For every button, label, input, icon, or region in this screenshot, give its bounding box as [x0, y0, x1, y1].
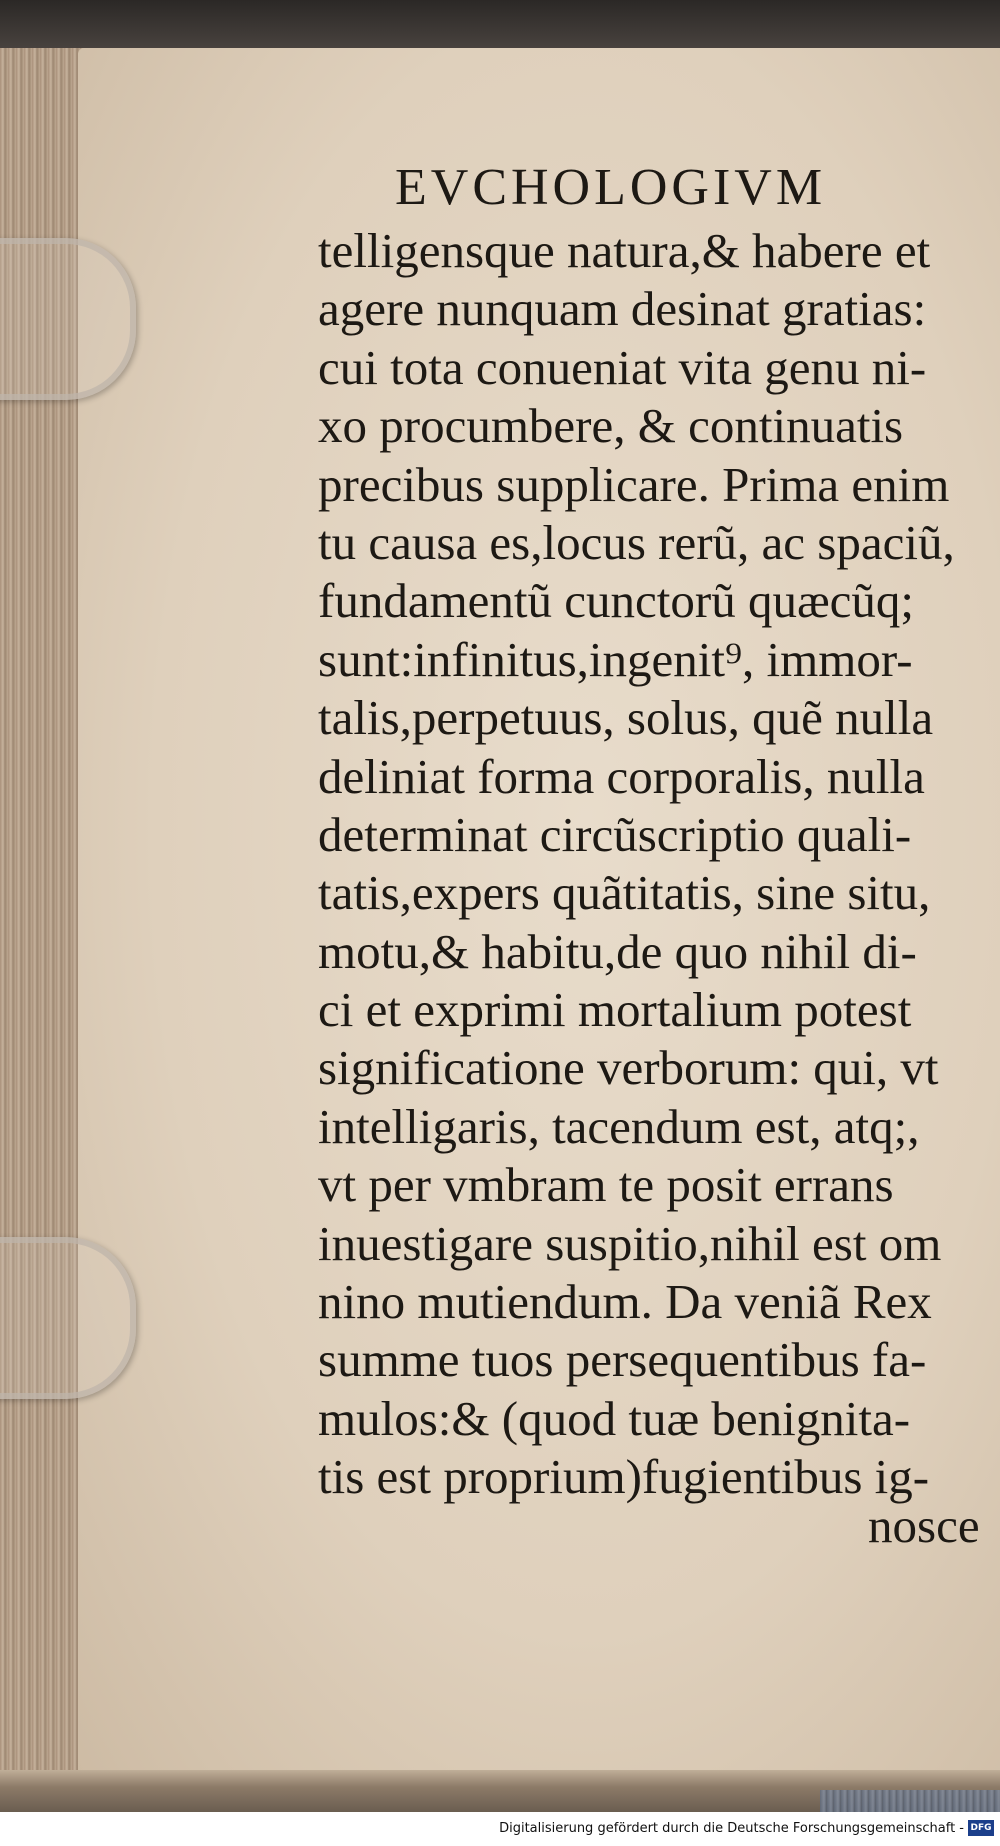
text-line: inuestigare suspitio,nihil est om [318, 1215, 942, 1271]
catchword: nosce [868, 1498, 980, 1553]
text-line: xo procumbere, & continuatis [318, 398, 904, 454]
body-text [318, 222, 968, 1507]
text-line: significatione verborum: qui, vt [318, 1040, 939, 1096]
text-line: tu causa es,locus rerũ, ac spaciũ, [318, 514, 955, 570]
text-line: summe tuos persequentibus fa- [318, 1332, 927, 1388]
page-clip-icon [0, 1237, 136, 1399]
text-line: motu,& habitu,de quo nihil di- [318, 923, 917, 979]
scan-background-top [0, 0, 1000, 52]
dfg-logo-icon: DFG [968, 1820, 994, 1836]
text-line: nino mutiendum. Da veniã Rex [318, 1274, 932, 1330]
text-line: talis,perpetuus, solus, quẽ nulla [318, 690, 934, 746]
text-line: mulos:& (quod tuæ benignita- [318, 1390, 911, 1446]
text-line: deliniat forma corporalis, nulla [318, 748, 925, 804]
text-line: tatis,expers quãtitatis, sine situ, [318, 865, 931, 921]
digitization-footer [0, 1812, 1000, 1846]
text-line: vt per vmbram te posit errans [318, 1157, 894, 1213]
text-line: cui tota conueniat vita genu ni- [318, 339, 927, 395]
page-clip-icon [0, 238, 136, 400]
text-line: agere nunquam desinat gratias: [318, 281, 927, 337]
text-line: determinat circũscriptio quali- [318, 806, 912, 862]
text-line: tis est proprium)fugientibus ig- [318, 1449, 930, 1505]
text-line: fundamentũ cunctorũ quæcũq; [318, 573, 915, 629]
funding-credit: Digitalisierung gefördert durch die Deutsche Forschungsgemeinschaft - [499, 1821, 964, 1836]
text-line: ci et exprimi mortalium potest [318, 982, 912, 1038]
running-head: EVCHOLOGIVM [395, 159, 827, 216]
text-line: telligensque natura,& habere et [318, 223, 931, 278]
binding-edge-blue [820, 1790, 1000, 1812]
text-line: intelligaris, tacendum est, atq;, [318, 1098, 920, 1154]
text-line: sunt:infinitus,ingenit⁹, immor- [318, 631, 913, 687]
text-line: precibus supplicare. Prima enim [318, 456, 950, 512]
